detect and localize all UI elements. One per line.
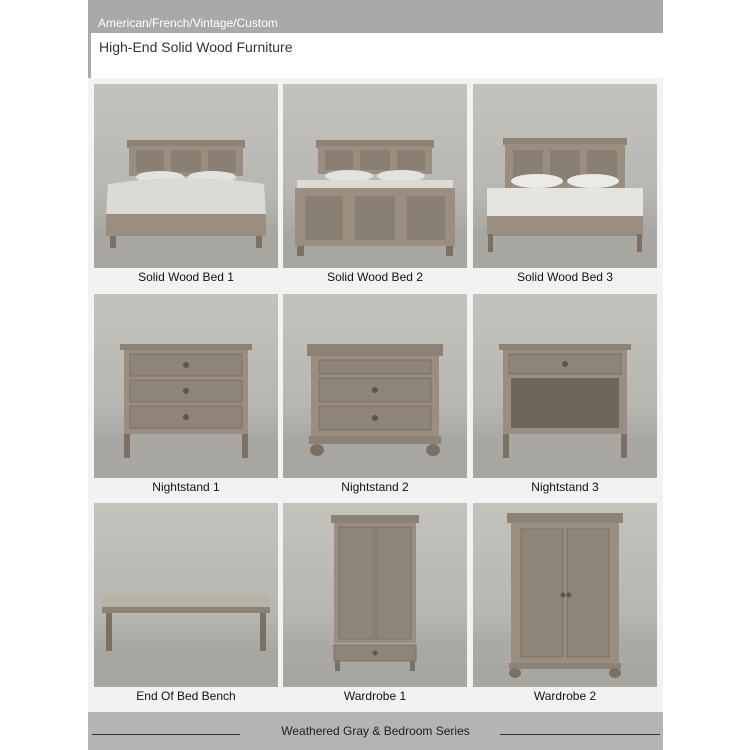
product-card-bed-2[interactable] <box>283 84 467 294</box>
footer-divider-left <box>92 734 240 735</box>
product-image-bed-2 <box>283 84 467 268</box>
product-label: Solid Wood Bed 1 <box>138 270 234 284</box>
product-card-bed-3[interactable] <box>473 84 657 294</box>
title-box <box>91 33 663 78</box>
product-label: Solid Wood Bed 3 <box>517 270 613 284</box>
product-label: End Of Bed Bench <box>136 689 236 703</box>
product-card-wardrobe-1[interactable] <box>283 503 467 713</box>
header-banner <box>88 0 663 78</box>
product-card-nightstand-1[interactable] <box>94 294 278 504</box>
footer-divider-right <box>500 734 660 735</box>
product-label: Wardrobe 2 <box>533 689 597 703</box>
product-image-bed-1 <box>94 84 278 268</box>
product-image-nightstand-2 <box>283 294 467 478</box>
product-card-nightstand-3[interactable] <box>473 294 657 504</box>
product-image-nightstand-1 <box>94 294 278 478</box>
product-card-nightstand-2[interactable] <box>283 294 467 504</box>
series-label: Weathered Gray & Bedroom Series <box>281 724 470 738</box>
product-label: Solid Wood Bed 2 <box>327 270 423 284</box>
style-tagline: American/French/Vintage/Custom <box>98 16 278 30</box>
product-label: Wardrobe 1 <box>343 689 407 703</box>
product-label: Nightstand 1 <box>152 480 220 494</box>
product-card-wardrobe-2[interactable] <box>473 503 657 713</box>
catalog-sheet <box>88 0 663 750</box>
page-title: High-End Solid Wood Furniture <box>99 39 293 55</box>
product-card-bed-1[interactable] <box>94 84 278 294</box>
footer-banner <box>88 712 663 750</box>
product-label: Nightstand 2 <box>341 480 409 494</box>
product-image-wardrobe-2 <box>473 503 657 687</box>
product-label: Nightstand 3 <box>531 480 599 494</box>
product-image-bed-3 <box>473 84 657 268</box>
product-image-nightstand-3 <box>473 294 657 478</box>
product-image-wardrobe-1 <box>283 503 467 687</box>
product-image-bench <box>94 503 278 687</box>
product-card-bench[interactable] <box>94 503 278 713</box>
